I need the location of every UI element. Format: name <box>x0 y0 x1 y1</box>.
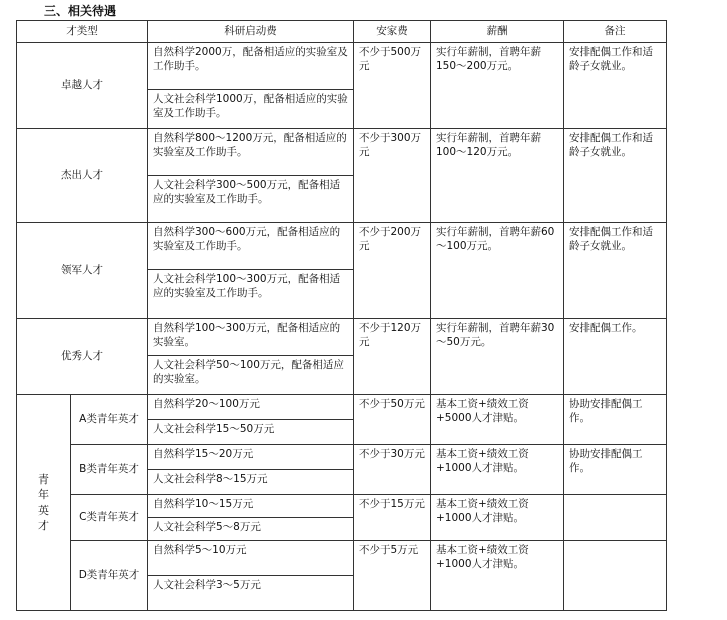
salary: 基本工资+绩效工资+5000人才津贴。 <box>431 395 564 445</box>
note: 安排配偶工作和适龄子女就业。 <box>564 43 667 129</box>
header-research-fund: 科研启动费 <box>148 21 354 43</box>
talent-category: 领军人才 <box>17 223 148 319</box>
fund-humanities: 人文社会科学5～8万元 <box>148 518 354 541</box>
housing-allowance: 不少于30万元 <box>354 445 431 495</box>
fund-humanities: 人文社会科学15～50万元 <box>148 420 354 445</box>
youth-subcategory: C类青年英才 <box>71 495 148 541</box>
talent-category: 卓越人才 <box>17 43 148 129</box>
talent-category: 优秀人才 <box>17 319 148 395</box>
fund-humanities: 人文社会科学3～5万元 <box>148 576 354 611</box>
table-row <box>17 223 667 270</box>
note <box>564 541 667 611</box>
header-housing: 安家费 <box>354 21 431 43</box>
salary: 基本工资+绩效工资+1000人才津贴。 <box>431 445 564 495</box>
salary: 实行年薪制，首聘年薪30～50万元。 <box>431 319 564 395</box>
fund-natural-science: 自然科学10～15万元 <box>148 495 354 518</box>
header-type: 才类型 <box>17 21 148 43</box>
fund-humanities: 人文社会科学100～300万元，配备相适应的实验室及工作助手。 <box>148 270 354 319</box>
youth-group-label <box>17 395 71 611</box>
note: 安排配偶工作和适龄子女就业。 <box>564 129 667 223</box>
note <box>564 495 667 541</box>
talent-category: 杰出人才 <box>17 129 148 223</box>
fund-humanities: 人文社会科学300～500万元，配备相适应的实验室及工作助手。 <box>148 176 354 223</box>
fund-natural-science: 自然科学800～1200万元，配备相适应的实验室及工作助手。 <box>148 129 354 176</box>
housing-allowance: 不少于200万元 <box>354 223 431 319</box>
note: 安排配偶工作。 <box>564 319 667 395</box>
table-row <box>17 319 667 356</box>
fund-natural-science: 自然科学300～600万元，配备相适应的实验室及工作助手。 <box>148 223 354 270</box>
note: 协助安排配偶工作。 <box>564 445 667 495</box>
housing-allowance: 不少于50万元 <box>354 395 431 445</box>
table-row <box>17 129 667 176</box>
fund-natural-science: 自然科学100～300万元，配备相适应的实验室。 <box>148 319 354 356</box>
youth-subcategory: A类青年英才 <box>71 395 148 445</box>
housing-allowance: 不少于15万元 <box>354 495 431 541</box>
header-salary: 薪酬 <box>431 21 564 43</box>
section-title: 三、相关待遇 <box>44 4 117 18</box>
note: 安排配偶工作和适龄子女就业。 <box>564 223 667 319</box>
fund-natural-science: 自然科学2000万，配备相适应的实验室及工作助手。 <box>148 43 354 90</box>
youth-subcategory: B类青年英才 <box>71 445 148 495</box>
header-row <box>17 21 667 43</box>
youth-subcategory: D类青年英才 <box>71 541 148 611</box>
table-row <box>17 395 667 420</box>
housing-allowance: 不少于120万元 <box>354 319 431 395</box>
table-row <box>17 445 667 470</box>
header-note: 备注 <box>564 21 667 43</box>
table-row <box>17 43 667 90</box>
salary: 基本工资+绩效工资+1000人才津贴。 <box>431 541 564 611</box>
fund-natural-science: 自然科学15～20万元 <box>148 445 354 470</box>
benefits-table <box>16 20 667 611</box>
housing-allowance: 不少于300万元 <box>354 129 431 223</box>
table-row <box>17 495 667 518</box>
fund-humanities: 人文社会科学1000万，配备相适应的实验室及工作助手。 <box>148 90 354 129</box>
table-row <box>17 541 667 576</box>
note: 协助安排配偶工作。 <box>564 395 667 445</box>
housing-allowance: 不少于5万元 <box>354 541 431 611</box>
housing-allowance: 不少于500万元 <box>354 43 431 129</box>
salary: 实行年薪制，首聘年薪60～100万元。 <box>431 223 564 319</box>
fund-humanities: 人文社会科学50～100万元，配备相适应的实验室。 <box>148 356 354 395</box>
fund-humanities: 人文社会科学8～15万元 <box>148 470 354 495</box>
salary: 基本工资+绩效工资+1000人才津贴。 <box>431 495 564 541</box>
youth-group-text: 青年英才 <box>38 472 49 532</box>
salary: 实行年薪制，首聘年薪150～200万元。 <box>431 43 564 129</box>
fund-natural-science: 自然科学5～10万元 <box>148 541 354 576</box>
fund-natural-science: 自然科学20～100万元 <box>148 395 354 420</box>
salary: 实行年薪制，首聘年薪100～120万元。 <box>431 129 564 223</box>
